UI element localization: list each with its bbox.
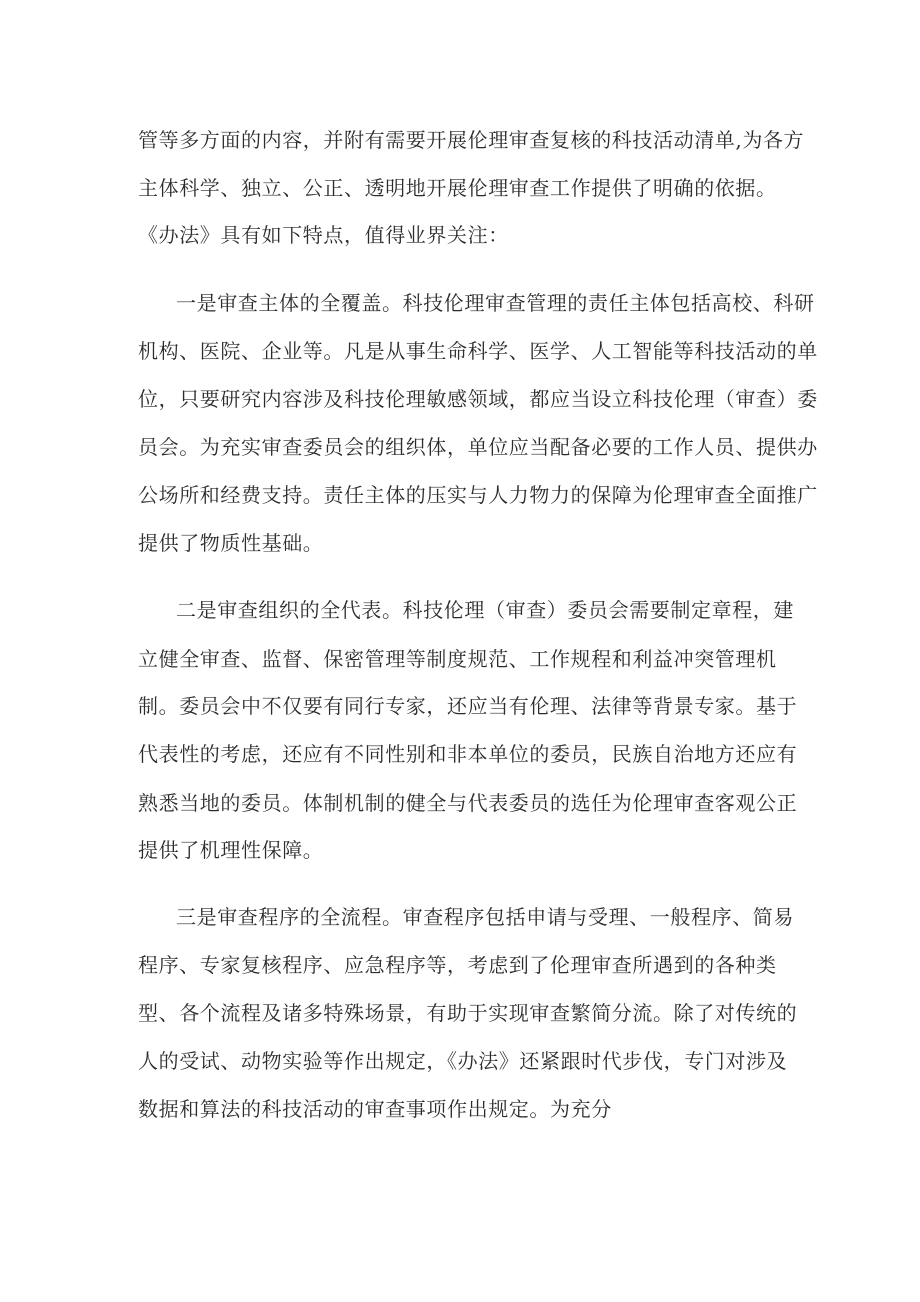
paragraph-line: 代表性的考虑，还应有不同性别和非本单位的委员，民族自治地方还应有	[138, 742, 798, 766]
paragraph-line: 主体科学、独立、公正、透明地开展伦理审查工作提供了明确的依据。	[138, 176, 777, 200]
paragraph-line: 员会。为充实审查委员会的组织体，单位应当配备必要的工作人员、提供办	[138, 435, 818, 459]
paragraph-line: 提供了机理性保障。	[138, 838, 324, 862]
paragraph-line: 二是审查组织的全代表。科技伦理（审查）委员会需要制定章程，建	[176, 598, 794, 622]
paragraph-line: 制。委员会中不仅要有同行专家，还应当有伦理、法律等背景专家。基于	[138, 694, 798, 718]
paragraph-line: 熟悉当地的委员。体制机制的健全与代表委员的选任为伦理审查客观公正	[138, 791, 798, 815]
paragraph-line: 三是审查程序的全流程。审查程序包括申请与受理、一般程序、简易	[176, 905, 794, 929]
paragraph-line: 程序、专家复核程序、应急程序等，考虑到了伦理审查所遇到的各种类	[138, 953, 777, 977]
paragraph-line: 管等多方面的内容，并附有需要开展伦理审查复核的科技活动清单,为各方	[138, 128, 805, 152]
paragraph-line: 一是审查主体的全覆盖。科技伦理审查管理的责任主体包括高校、科研	[176, 291, 815, 315]
paragraph-line: 提供了物质性基础。	[138, 531, 324, 555]
paragraph-line: 《办法》具有如下特点，值得业界关注：	[138, 223, 509, 247]
paragraph-line: 型、各个流程及诸多特殊场景，有助于实现审查繁简分流。除了对传统的	[138, 1001, 798, 1025]
paragraph-line: 数据和算法的科技活动的审查事项作出规定。为充分	[138, 1097, 612, 1121]
paragraph-line: 公场所和经费支持。责任主体的压实与人力物力的保障为伦理审查全面推广	[138, 483, 818, 507]
paragraph-line: 机构、医院、企业等。凡是从事生命科学、医学、人工智能等科技活动的单	[138, 339, 818, 363]
paragraph-line: 人的受试、动物实验等作出规定，《办法》还紧跟时代步伐，专门对涉及	[138, 1049, 788, 1073]
paragraph-line: 立健全审查、监督、保密管理等制度规范、工作规程和利益冲突管理机	[138, 647, 777, 671]
paragraph-line: 位，只要研究内容涉及科技伦理敏感领域，都应当设立科技伦理（审查）委	[138, 387, 818, 411]
